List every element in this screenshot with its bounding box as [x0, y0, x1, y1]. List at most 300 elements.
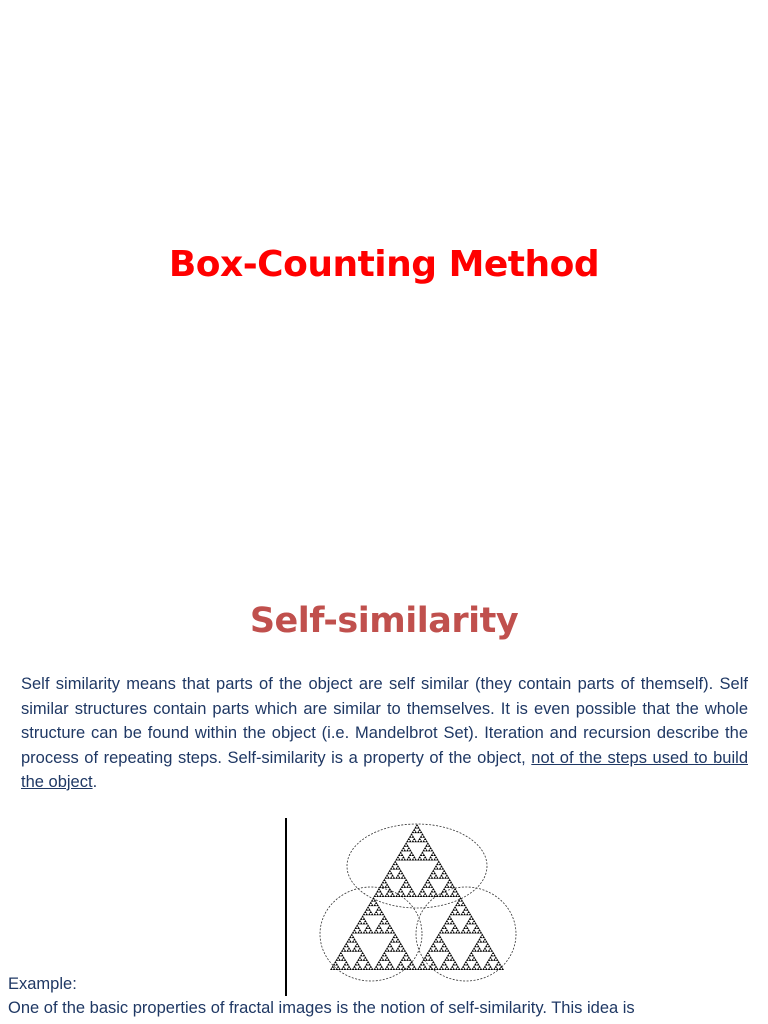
sierpinski-cell — [403, 949, 406, 951]
sierpinski-cell — [403, 954, 406, 956]
sierpinski-cell — [429, 892, 432, 894]
sierpinski-cell — [403, 849, 406, 851]
sierpinski-cell — [489, 956, 492, 958]
sierpinski-cell — [382, 913, 385, 915]
sierpinski-cell — [401, 849, 404, 851]
sierpinski-cell — [376, 963, 379, 965]
example-label: Example: — [8, 975, 77, 993]
sierpinski-cell — [393, 867, 396, 869]
sierpinski-cell — [397, 947, 400, 949]
sierpinski-cell — [402, 892, 405, 894]
sierpinski-cell — [466, 927, 469, 929]
sierpinski-cell — [422, 854, 425, 856]
sierpinski-cell — [414, 831, 417, 833]
sierpinski-cell — [447, 954, 450, 956]
sierpinski-cell — [375, 965, 378, 967]
sierpinski-cell — [405, 879, 408, 881]
sierpinski-cell — [399, 851, 402, 853]
sierpinski-cell — [401, 949, 404, 951]
sierpinski-cell — [450, 918, 453, 920]
sierpinski-cell — [395, 936, 398, 938]
sierpinski-cell — [374, 895, 377, 897]
sierpinski-cell — [352, 940, 355, 942]
sierpinski-cell — [462, 902, 465, 904]
sierpinski-cell — [447, 876, 450, 878]
sierpinski-cell — [365, 927, 368, 929]
sierpinski-cell — [432, 961, 435, 963]
sierpinski-cell — [369, 965, 372, 967]
sierpinski-cell — [441, 927, 444, 929]
sierpinski-cell — [443, 924, 446, 926]
sierpinski-cell — [467, 911, 470, 913]
sierpinski-cell — [397, 856, 400, 858]
sierpinski-cell — [364, 956, 367, 958]
sierpinski-cell — [436, 867, 439, 869]
sierpinski-cell — [425, 840, 428, 842]
sierpinski-cell — [431, 854, 434, 856]
sierpinski-cell — [388, 924, 391, 926]
sierpinski-cell — [466, 959, 469, 961]
sierpinski-cell — [390, 867, 393, 869]
sierpinski-cell — [433, 854, 436, 856]
sierpinski-cell — [406, 886, 409, 888]
sierpinski-cell — [387, 886, 390, 888]
sierpinski-cell — [462, 965, 465, 967]
sierpinski-cell — [349, 936, 352, 938]
sierpinski-cell — [352, 931, 355, 933]
sierpinski-cell — [393, 936, 396, 938]
sierpinski-cell — [455, 913, 458, 915]
sierpinski-cell — [448, 915, 451, 917]
sierpinski-cell — [422, 895, 425, 897]
sierpinski-cell — [435, 865, 438, 867]
sierpinski-cell — [471, 931, 474, 933]
sierpinski-cell — [382, 931, 385, 933]
sierpinski-cell — [418, 892, 421, 894]
sierpinski-cell — [444, 922, 447, 924]
sierpinski-cell — [405, 842, 408, 844]
sierpinski-cell — [420, 831, 423, 833]
sierpinski-cell — [444, 927, 447, 929]
sierpinski-cell — [446, 883, 449, 885]
sierpinski-cell — [412, 858, 415, 860]
sierpinski-cell — [378, 906, 381, 908]
sierpinski-cell — [403, 895, 406, 897]
sierpinski-cell — [395, 867, 398, 869]
sierpinski-cell — [409, 849, 412, 851]
sierpinski-cell — [363, 913, 366, 915]
sierpinski-cell — [447, 895, 450, 897]
sierpinski-cell — [388, 961, 391, 963]
sierpinski-cell — [474, 945, 477, 947]
sierpinski-cell — [456, 929, 459, 931]
sierpinski-cell — [412, 840, 415, 842]
sierpinski-cell — [482, 940, 485, 942]
sierpinski-cell — [433, 940, 436, 942]
sierpinski-cell — [382, 881, 385, 883]
sierpinski-cell — [425, 845, 428, 847]
sierpinski-cell — [368, 931, 371, 933]
sierpinski-cell — [450, 913, 453, 915]
sierpinski-cell — [391, 892, 394, 894]
sierpinski-cell — [402, 965, 405, 967]
sierpinski-cell — [365, 968, 368, 970]
sierpinski-cell — [431, 876, 434, 878]
sierpinski-cell — [447, 918, 450, 920]
sierpinski-cell — [364, 929, 367, 931]
sierpinski-cell — [420, 895, 423, 897]
sierpinski-cell — [401, 854, 404, 856]
sierpinski-cell — [470, 915, 473, 917]
sierpinski-cell — [333, 963, 336, 965]
sierpinski-cell — [420, 963, 423, 965]
sierpinski-cell — [437, 861, 440, 863]
sierpinski-cell — [477, 968, 480, 970]
sierpinski-cell — [395, 876, 398, 878]
sierpinski-cell — [480, 931, 483, 933]
sierpinski-cell — [369, 902, 372, 904]
sierpinski-cell — [417, 858, 420, 860]
sierpinski-cell — [368, 963, 371, 965]
sierpinski-cell — [330, 968, 333, 970]
sierpinski-cell — [469, 913, 472, 915]
sierpinski-cell — [346, 945, 349, 947]
sierpinski-cell — [354, 945, 357, 947]
sierpinski-cell — [398, 968, 401, 970]
sierpinski-cell — [341, 959, 344, 961]
sierpinski-cell — [398, 945, 401, 947]
sierpinski-cell — [427, 879, 430, 881]
sierpinski-cell — [409, 840, 412, 842]
sierpinski-cell — [359, 947, 362, 949]
sierpinski-cell — [407, 883, 410, 885]
sierpinski-cell — [458, 968, 461, 970]
sierpinski-cell — [441, 890, 444, 892]
sierpinski-cell — [447, 959, 450, 961]
sierpinski-cell — [467, 920, 470, 922]
sierpinski-cell — [441, 968, 444, 970]
sierpinski-cell — [379, 959, 382, 961]
sierpinski-cell — [390, 968, 393, 970]
sierpinski-cell — [455, 908, 458, 910]
sierpinski-cell — [361, 952, 364, 954]
sierpinski-cell — [356, 924, 359, 926]
sierpinski-cell — [393, 876, 396, 878]
sierpinski-cell — [335, 959, 338, 961]
sierpinski-cell — [466, 922, 469, 924]
sierpinski-cell — [440, 874, 443, 876]
sierpinski-cell — [406, 968, 409, 970]
sierpinski-cell — [413, 892, 416, 894]
sierpinski-cell — [474, 931, 477, 933]
sierpinski-cell — [463, 927, 466, 929]
sierpinski-cell — [488, 945, 491, 947]
sierpinski-cell — [482, 949, 485, 951]
sierpinski-cell — [391, 865, 394, 867]
sierpinski-cell — [364, 965, 367, 967]
sierpinski-cell — [407, 956, 410, 958]
sierpinski-cell — [386, 956, 389, 958]
sierpinski-cell — [406, 849, 409, 851]
sierpinski-cell — [455, 927, 458, 929]
sierpinski-cell — [493, 959, 496, 961]
sierpinski-cell — [458, 895, 461, 897]
sierpinski-cell — [376, 931, 379, 933]
sierpinski-cell — [473, 947, 476, 949]
sierpinski-triangle-figure — [318, 822, 518, 982]
sierpinski-cell — [488, 968, 491, 970]
sierpinski-cell — [353, 938, 356, 940]
sierpinski-cell — [447, 968, 450, 970]
sierpinski-cell — [463, 931, 466, 933]
sierpinski-cell — [403, 881, 406, 883]
sierpinski-cell — [380, 911, 383, 913]
sierpinski-cell — [380, 920, 383, 922]
sierpinski-cell — [439, 940, 442, 942]
sierpinski-cell — [446, 947, 449, 949]
sierpinski-cell — [480, 936, 483, 938]
sierpinski-cell — [399, 870, 402, 872]
sierpinski-cell — [427, 842, 430, 844]
sierpinski-cell — [384, 918, 387, 920]
sierpinski-cell — [428, 858, 431, 860]
sierpinski-cell — [398, 940, 401, 942]
sierpinski-cell — [469, 968, 472, 970]
sierpinski-cell — [474, 922, 477, 924]
sierpinski-cell — [376, 890, 379, 892]
sierpinski-cell — [341, 954, 344, 956]
sierpinski-cell — [439, 936, 442, 938]
sierpinski-cell — [469, 922, 472, 924]
sierpinski-cell — [433, 890, 436, 892]
sierpinski-cell — [402, 856, 405, 858]
sierpinski-cell — [437, 934, 440, 936]
sierpinski-cell — [357, 963, 360, 965]
sierpinski-cell — [387, 895, 390, 897]
sierpinski-cell — [473, 920, 476, 922]
sierpinski-cell — [409, 895, 412, 897]
sierpinski-cell — [382, 968, 385, 970]
sierpinski-cell — [348, 938, 351, 940]
sierpinski-cell — [414, 826, 417, 828]
sierpinski-cell — [359, 956, 362, 958]
sierpinski-cell — [436, 858, 439, 860]
sierpinski-cell — [382, 959, 385, 961]
sierpinski-cell — [431, 949, 434, 951]
sierpinski-cell — [356, 961, 359, 963]
sierpinski-cell — [435, 947, 438, 949]
sierpinski-cell — [393, 931, 396, 933]
sierpinski-cell — [450, 895, 453, 897]
sierpinski-cell — [390, 963, 393, 965]
sierpinski-cell — [446, 929, 449, 931]
sierpinski-cell — [353, 947, 356, 949]
sierpinski-cell — [338, 954, 341, 956]
sierpinski-cell — [456, 892, 459, 894]
sierpinski-cell — [455, 968, 458, 970]
sierpinski-cell — [384, 954, 387, 956]
sierpinski-cell — [387, 945, 390, 947]
sierpinski-cell — [439, 876, 442, 878]
sierpinski-cell — [452, 895, 455, 897]
sierpinski-cell — [451, 965, 454, 967]
sierpinski-cell — [390, 949, 393, 951]
sierpinski-cell — [439, 968, 442, 970]
sierpinski-cell — [478, 938, 481, 940]
sierpinski-cell — [463, 904, 466, 906]
sierpinski-cell — [390, 927, 393, 929]
sierpinski-cell — [360, 968, 363, 970]
sierpinski-cell — [371, 913, 374, 915]
sierpinski-cell — [477, 945, 480, 947]
sierpinski-cell — [490, 959, 493, 961]
sierpinski-cell — [412, 854, 415, 856]
sierpinski-cell — [428, 881, 431, 883]
sierpinski-cell — [421, 851, 424, 853]
sierpinski-cell — [454, 961, 457, 963]
sierpinski-cell — [402, 847, 405, 849]
sierpinski-cell — [387, 968, 390, 970]
sierpinski-cell — [387, 949, 390, 951]
sierpinski-cell — [482, 968, 485, 970]
sierpinski-cell — [429, 883, 432, 885]
sierpinski-cell — [450, 959, 453, 961]
sierpinski-cell — [382, 886, 385, 888]
sierpinski-cell — [409, 968, 412, 970]
sierpinski-cell — [443, 943, 446, 945]
sierpinski-cell — [446, 965, 449, 967]
sierpinski-cell — [399, 961, 402, 963]
sierpinski-triangles — [330, 824, 504, 970]
sierpinski-cell — [344, 963, 347, 965]
sierpinski-cell — [413, 965, 416, 967]
vertical-divider — [285, 818, 287, 996]
sierpinski-cell — [435, 938, 438, 940]
sierpinski-cell — [338, 959, 341, 961]
sierpinski-cell — [497, 961, 500, 963]
sierpinski-cell — [367, 906, 370, 908]
sierpinski-cell — [390, 945, 393, 947]
sierpinski-cell — [386, 892, 389, 894]
sierpinski-cell — [417, 895, 420, 897]
sierpinski-cell — [401, 968, 404, 970]
sierpinski-cell — [409, 886, 412, 888]
sierpinski-cell — [463, 968, 466, 970]
sierpinski-cell — [406, 895, 409, 897]
sierpinski-cell — [371, 904, 374, 906]
sierpinski-cell — [452, 886, 455, 888]
sierpinski-cell — [474, 963, 477, 965]
sierpinski-cell — [357, 959, 360, 961]
sierpinski-cell — [490, 954, 493, 956]
sierpinski-cell — [382, 922, 385, 924]
sierpinski-cell — [357, 945, 360, 947]
sierpinski-cell — [401, 959, 404, 961]
sierpinski-cell — [494, 965, 497, 967]
sierpinski-cell — [433, 963, 436, 965]
sierpinski-cell — [374, 913, 377, 915]
sierpinski-cell — [383, 879, 386, 881]
sierpinski-cell — [452, 908, 455, 910]
sierpinski-cell — [424, 892, 427, 894]
sierpinski-cell — [432, 943, 435, 945]
sierpinski-cell — [401, 945, 404, 947]
sierpinski-cell — [352, 949, 355, 951]
sierpinski-cell — [354, 949, 357, 951]
sierpinski-cell — [493, 954, 496, 956]
sierpinski-cell — [379, 963, 382, 965]
sierpinski-cell — [365, 922, 368, 924]
dashed-circles — [320, 824, 516, 981]
sierpinski-cell — [380, 965, 383, 967]
sierpinski-cell — [433, 858, 436, 860]
sierpinski-cell — [393, 949, 396, 951]
sierpinski-cell — [456, 902, 459, 904]
sierpinski-cell — [482, 936, 485, 938]
sierpinski-cell — [376, 913, 379, 915]
sierpinski-cell — [428, 959, 431, 961]
sierpinski-cell — [436, 863, 439, 865]
sierpinski-cell — [413, 838, 416, 840]
sierpinski-cell — [450, 954, 453, 956]
sierpinski-cell — [424, 965, 427, 967]
sierpinski-cell — [441, 945, 444, 947]
sierpinski-cell — [425, 858, 428, 860]
sierpinski-cell — [391, 947, 394, 949]
sierpinski-cell — [378, 888, 381, 890]
sierpinski-cell — [412, 835, 415, 837]
sierpinski-cell — [420, 858, 423, 860]
sierpinski-cell — [470, 952, 473, 954]
sierpinski-cell — [452, 959, 455, 961]
sierpinski-cell — [393, 863, 396, 865]
sierpinski-cell — [420, 968, 423, 970]
sierpinski-cell — [386, 965, 389, 967]
sierpinski-cell — [360, 949, 363, 951]
sierpinski-cell — [367, 924, 370, 926]
sierpinski-cell — [424, 856, 427, 858]
sierpinski-cell — [451, 892, 454, 894]
sierpinski-cell — [424, 956, 427, 958]
sierpinski-cell — [478, 947, 481, 949]
sierpinski-cell — [379, 968, 382, 970]
sierpinski-cell — [444, 968, 447, 970]
sierpinski-cell — [387, 922, 390, 924]
sierpinski-cell — [345, 943, 348, 945]
sierpinski-cell — [428, 886, 431, 888]
sierpinski-cell — [451, 956, 454, 958]
sierpinski-cell — [473, 956, 476, 958]
sierpinski-cell — [368, 968, 371, 970]
sierpinski-cell — [341, 968, 344, 970]
sierpinski-cell — [369, 929, 372, 931]
sierpinski-cell — [386, 920, 389, 922]
sierpinski-cell — [409, 835, 412, 837]
sierpinski-cell — [450, 922, 453, 924]
sierpinski-cell — [346, 963, 349, 965]
sierpinski-cell — [365, 959, 368, 961]
paragraph-main-text: Self similarity means that parts of the object are self similar (they contain parts of themself). Self similar structures contain parts which are similar to themselves. It is even possible that the whole structure can be found within the object (i.e. Mandelbrot Set). Iteration and recursion describe the process of repeating steps. Self-similarity is a property of the object, — [21, 675, 748, 767]
sierpinski-cell — [384, 881, 387, 883]
sierpinski-cell — [452, 890, 455, 892]
sierpinski-cell — [386, 874, 389, 876]
sierpinski-cell — [486, 943, 489, 945]
sierpinski-cell — [422, 849, 425, 851]
sierpinski-cell — [475, 924, 478, 926]
sierpinski-cell — [414, 858, 417, 860]
sierpinski-cell — [469, 959, 472, 961]
sierpinski-cell — [477, 963, 480, 965]
